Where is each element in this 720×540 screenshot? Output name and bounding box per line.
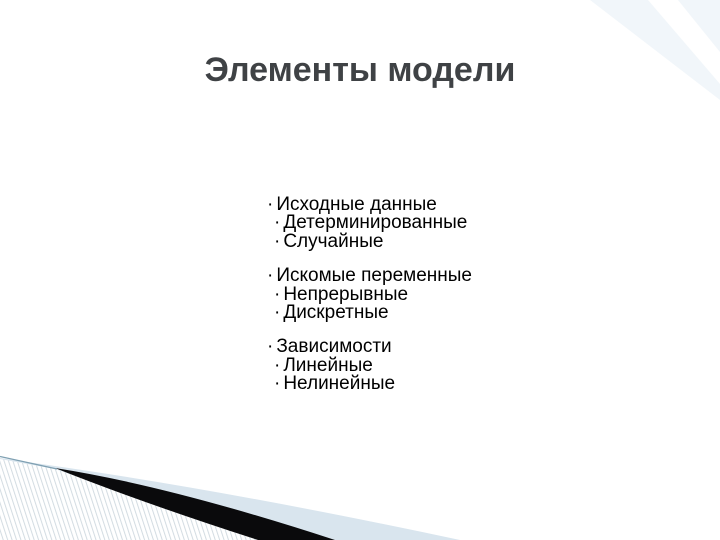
- list-item-label: Исходные данные: [276, 194, 437, 215]
- corner-decoration-bottom-left: [0, 450, 500, 540]
- list-group-input-data: [267, 196, 472, 251]
- list-item-label: Дискретные: [283, 302, 389, 324]
- bullet-icon: ·: [267, 194, 274, 215]
- bullet-icon: ·: [274, 354, 281, 376]
- bullet-icon: ·: [274, 283, 281, 305]
- list-item-label: Детерминированные: [283, 212, 468, 234]
- slide-title: Элементы модели: [204, 51, 516, 89]
- list-subitem: [274, 304, 472, 322]
- list-item-label: Зависимости: [276, 336, 392, 358]
- bullet-icon: ·: [274, 373, 281, 395]
- list-item-label: Искомые переменные: [276, 265, 472, 287]
- bullet-icon: ·: [274, 230, 281, 252]
- bullet-icon: ·: [267, 265, 274, 287]
- list-group-dependencies: [267, 338, 472, 393]
- content-bullet-list: [267, 196, 472, 394]
- list-subitem: [274, 375, 472, 393]
- bullet-icon: ·: [267, 336, 274, 358]
- list-item-label: Случайные: [283, 230, 384, 252]
- list-subitem: [274, 230, 472, 252]
- list-item-label: Нелинейные: [283, 373, 396, 395]
- list-item-label: Непрерывные: [283, 283, 409, 305]
- list-group-sought-variables: [267, 267, 472, 322]
- bullet-icon: ·: [274, 302, 281, 324]
- list-item-label: Линейные: [283, 354, 373, 376]
- bullet-icon: ·: [274, 212, 281, 234]
